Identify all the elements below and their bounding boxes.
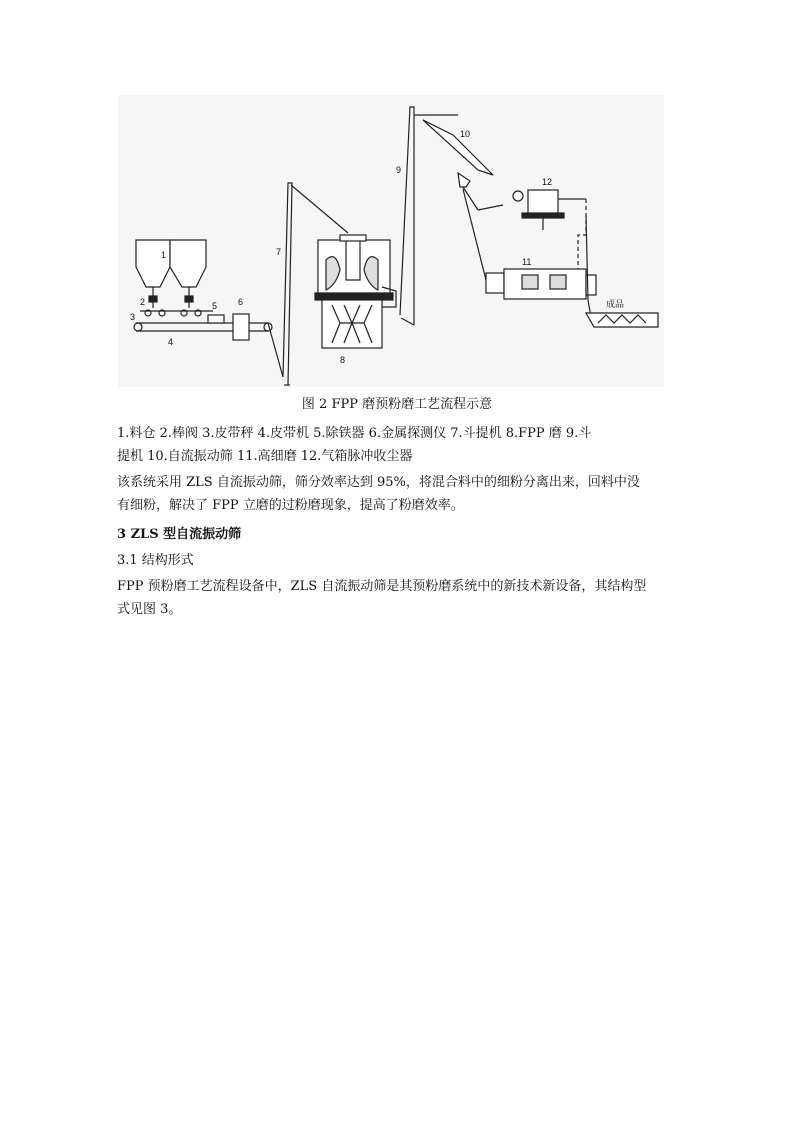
- label-12: 12: [542, 177, 553, 187]
- paragraph-line: 有细粉，解决了 FPP 立磨的过粉磨现象，提高了粉磨效率。: [117, 498, 464, 513]
- label-8: 8: [340, 355, 346, 365]
- paragraph-line: 式见图 3。: [117, 602, 182, 617]
- label-7: 7: [276, 247, 282, 257]
- label-1: 1: [161, 250, 167, 260]
- process-flow-svg: [118, 95, 664, 387]
- label-5: 5: [212, 301, 218, 311]
- label-9: 9: [396, 165, 402, 175]
- paragraph-system: [117, 471, 677, 517]
- label-11: 11: [522, 257, 532, 267]
- label-10: 10: [460, 129, 471, 139]
- subsection-heading: 3.1 结构形式: [117, 553, 194, 568]
- legend-line: 1.料仓 2.棒阀 3.皮带秤 4.皮带机 5.除铁器 6.金属探测仪 7.斗提机 8.FPP 磨 9.斗: [117, 426, 592, 441]
- label-4: 4: [168, 337, 174, 347]
- paragraph-line: 该系统采用 ZLS 自流振动筛，筛分效率达到 95%，将混合料中的细粉分离出来，回料中没: [117, 475, 640, 490]
- legend-line: 提机 10.自流振动筛 11.高细磨 12.气箱脉冲收尘器: [117, 449, 413, 464]
- label-6: 6: [238, 297, 244, 307]
- label-3: 3: [130, 312, 136, 322]
- figure-caption: 图 2 FPP 磨预粉磨工艺流程示意: [301, 397, 493, 412]
- paragraph-line: FPP 预粉磨工艺流程设备中，ZLS 自流振动筛是其预粉磨系统中的新技术新设备，其结构型: [117, 579, 647, 594]
- section-heading: 3 ZLS 型自流振动筛: [117, 527, 242, 542]
- figure-legend: [117, 422, 677, 468]
- product-label: 成品: [606, 299, 625, 309]
- label-2: 2: [140, 297, 146, 307]
- process-flow-diagram: [118, 95, 664, 387]
- paragraph-structure: [117, 575, 677, 621]
